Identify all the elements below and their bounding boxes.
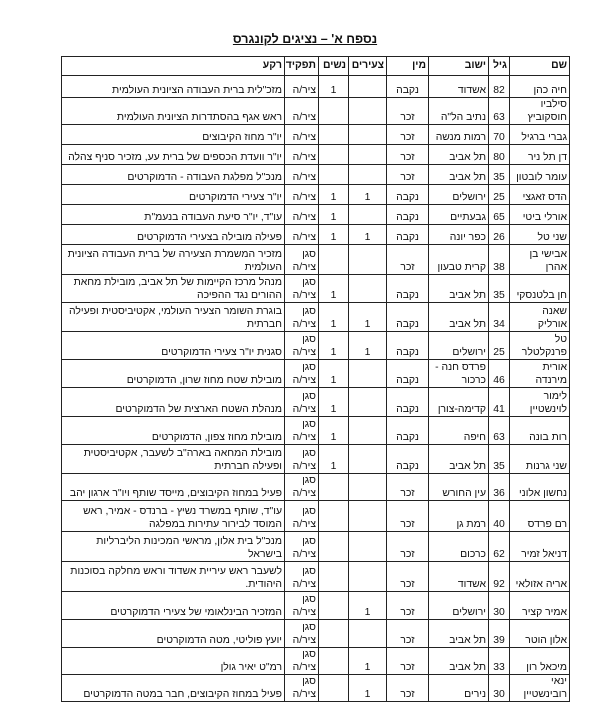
table-row xyxy=(62,76,570,98)
cell-role: סגן ציר/ה xyxy=(285,245,319,275)
cell-name: אורלי ביטי xyxy=(510,205,570,225)
cell-city: תל אביב xyxy=(429,165,489,185)
table-row xyxy=(62,592,570,620)
cell-gender: זכר xyxy=(387,125,429,145)
cell-name: שני גרנות xyxy=(510,445,570,474)
cell-city: חיפה xyxy=(429,417,489,445)
cell-age: 92 xyxy=(489,562,510,592)
cell-background: עו"ד, שותף במשרד נשיץ - ברנדס - אמיר, ראש המוסד לבירור עתירות במפלגה xyxy=(62,501,285,532)
cell-city: ירושלים xyxy=(429,185,489,205)
cell-background: עו"ד, יו"ר סיעת העבודה בנעמ"ת xyxy=(62,205,285,225)
cell-age: 25 xyxy=(489,332,510,360)
cell-women: 1 xyxy=(319,275,349,303)
cell-city: רמת גן xyxy=(429,501,489,532)
cell-role: סגן ציר/ה xyxy=(285,474,319,501)
cell-age: 38 xyxy=(489,245,510,275)
cell-background: יו"ר צעירי הדמוקרטים xyxy=(62,185,285,205)
cell-age: 30 xyxy=(489,592,510,620)
cell-youth xyxy=(349,417,387,445)
cell-gender: נקבה xyxy=(387,275,429,303)
cell-city: ירושלים xyxy=(429,332,489,360)
cell-youth xyxy=(349,145,387,165)
cell-gender: נקבה xyxy=(387,332,429,360)
cell-youth xyxy=(349,360,387,388)
cell-youth xyxy=(349,205,387,225)
cell-name: לימור לוינשטיין xyxy=(510,388,570,417)
cell-women: 1 xyxy=(319,388,349,417)
cell-women xyxy=(319,562,349,592)
cell-name: אריה אזולאי xyxy=(510,562,570,592)
table-row xyxy=(62,360,570,388)
cell-name: שני טל xyxy=(510,225,570,245)
cell-role: ציר/ה xyxy=(285,185,319,205)
cell-youth xyxy=(349,275,387,303)
cell-age: 63 xyxy=(489,417,510,445)
cell-role: סגן ציר/ה xyxy=(285,675,319,702)
cell-city: קדימה-צורן xyxy=(429,388,489,417)
header-role: תפקיד xyxy=(285,57,319,76)
cell-role: סגן ציר/ה xyxy=(285,532,319,562)
header-city: ישוב xyxy=(429,57,489,76)
table-row xyxy=(62,185,570,205)
cell-city: אשדוד xyxy=(429,562,489,592)
cell-name: נחשון אלוני xyxy=(510,474,570,501)
cell-background: סגנית יו"ר צעירי הדמוקרטים xyxy=(62,332,285,360)
cell-role: סגן ציר/ה xyxy=(285,303,319,332)
cell-gender: זכר xyxy=(387,592,429,620)
cell-name: טל פרנקלטלר xyxy=(510,332,570,360)
appendix-title: נספח א' – נציגים לקונגרס xyxy=(232,32,378,46)
table-row xyxy=(62,417,570,445)
cell-role: סגן ציר/ה xyxy=(285,275,319,303)
header-gender: מין xyxy=(387,57,429,76)
cell-gender: זכר xyxy=(387,98,429,125)
cell-gender: זכר xyxy=(387,648,429,675)
cell-background: מובילת המחאה בארה"ב לשעבר, אקטיביסטית ופעילה חברתית xyxy=(62,445,285,474)
representatives-sheet xyxy=(61,56,569,702)
cell-city: כרכום xyxy=(429,532,489,562)
table-row xyxy=(62,125,570,145)
cell-role: סגן ציר/ה xyxy=(285,417,319,445)
representatives-table xyxy=(61,56,570,702)
header-name: שם xyxy=(510,57,570,76)
cell-women: 1 xyxy=(319,360,349,388)
cell-city: תל אביב xyxy=(429,445,489,474)
cell-youth: 1 xyxy=(349,185,387,205)
cell-age: 26 xyxy=(489,225,510,245)
cell-role: ציר/ה xyxy=(285,165,319,185)
cell-age: 39 xyxy=(489,620,510,648)
cell-women: 1 xyxy=(319,445,349,474)
cell-role: ציר/ה xyxy=(285,225,319,245)
table-row xyxy=(62,145,570,165)
cell-gender: נקבה xyxy=(387,205,429,225)
cell-role: ציר/ה xyxy=(285,205,319,225)
cell-women xyxy=(319,145,349,165)
cell-gender: נקבה xyxy=(387,303,429,332)
cell-youth xyxy=(349,98,387,125)
table-row xyxy=(62,225,570,245)
cell-role: ציר/ה xyxy=(285,98,319,125)
cell-name: אמיר קציר xyxy=(510,592,570,620)
cell-role: ציר/ה xyxy=(285,76,319,98)
cell-city: כפר יונה xyxy=(429,225,489,245)
cell-background: רמ"ט יאיר גולן xyxy=(62,648,285,675)
cell-age: 46 xyxy=(489,360,510,388)
table-row xyxy=(62,275,570,303)
cell-gender: זכר xyxy=(387,675,429,702)
cell-city: פרדס חנה - כרכור xyxy=(429,360,489,388)
cell-gender: זכר xyxy=(387,145,429,165)
cell-women: 1 xyxy=(319,225,349,245)
cell-name: דן תל ניר xyxy=(510,145,570,165)
cell-role: ציר/ה xyxy=(285,125,319,145)
cell-background: מנכ"ל מפלגת העבודה - הדמוקרטים xyxy=(62,165,285,185)
cell-name: דניאל זמיר xyxy=(510,532,570,562)
cell-role: ציר/ה xyxy=(285,145,319,165)
cell-youth: 1 xyxy=(349,648,387,675)
cell-name: אלון הוטר xyxy=(510,620,570,648)
cell-background: המזכיר הבינלאומי של צעירי הדמוקרטים xyxy=(62,592,285,620)
cell-age: 62 xyxy=(489,532,510,562)
cell-background: פעילה מובילה בצעירי הדמוקרטים xyxy=(62,225,285,245)
cell-role: סגן ציר/ה xyxy=(285,648,319,675)
cell-age: 25 xyxy=(489,185,510,205)
cell-age: 80 xyxy=(489,145,510,165)
cell-women xyxy=(319,165,349,185)
cell-gender: נקבה xyxy=(387,225,429,245)
cell-age: 70 xyxy=(489,125,510,145)
cell-role: סגן ציר/ה xyxy=(285,562,319,592)
cell-age: 30 xyxy=(489,675,510,702)
cell-women xyxy=(319,620,349,648)
cell-women xyxy=(319,98,349,125)
cell-youth: 1 xyxy=(349,303,387,332)
cell-role: סגן ציר/ה xyxy=(285,360,319,388)
cell-youth xyxy=(349,532,387,562)
cell-youth xyxy=(349,125,387,145)
header-women: נשים xyxy=(319,57,349,76)
cell-city: תל אביב xyxy=(429,145,489,165)
cell-background: פעיל במחוז הקיבוצים, חבר במטה הדמוקרטים xyxy=(62,675,285,702)
cell-gender: זכר xyxy=(387,474,429,501)
cell-women: 1 xyxy=(319,185,349,205)
cell-youth xyxy=(349,474,387,501)
cell-background: יו"ר וועדת הכספים של ברית עע, מזכיר סניף צהלה xyxy=(62,145,285,165)
cell-role: סגן ציר/ה xyxy=(285,501,319,532)
cell-age: 40 xyxy=(489,501,510,532)
cell-gender: נקבה xyxy=(387,185,429,205)
cell-gender: זכר xyxy=(387,501,429,532)
cell-city: תל אביב xyxy=(429,620,489,648)
cell-gender: נקבה xyxy=(387,360,429,388)
table-row xyxy=(62,332,570,360)
cell-women xyxy=(319,474,349,501)
cell-youth: 1 xyxy=(349,592,387,620)
table-row xyxy=(62,562,570,592)
cell-youth xyxy=(349,501,387,532)
table-row xyxy=(62,98,570,125)
cell-age: 35 xyxy=(489,445,510,474)
cell-youth: 1 xyxy=(349,675,387,702)
cell-women xyxy=(319,501,349,532)
cell-gender: נקבה xyxy=(387,388,429,417)
cell-background: פעיל במחוז הקיבוצים, מייסד שותף ויו"ר ארגון יהב xyxy=(62,474,285,501)
header-age: גיל xyxy=(489,57,510,76)
cell-background: מנהלת השטח הארצית של הדמוקרטים xyxy=(62,388,285,417)
cell-age: 33 xyxy=(489,648,510,675)
cell-background: לשעבר ראש עיריית אשדוד וראש מחלקה בסוכנות היהודית. xyxy=(62,562,285,592)
table-row xyxy=(62,620,570,648)
cell-age: 35 xyxy=(489,275,510,303)
cell-women xyxy=(319,245,349,275)
cell-background: מנהל מרכז הקיימות של תל אביב, מובילת מחאת ההורים נגד ההפיכה xyxy=(62,275,285,303)
cell-city: תל אביב xyxy=(429,648,489,675)
table-row xyxy=(62,501,570,532)
cell-role: סגן ציר/ה xyxy=(285,332,319,360)
cell-name: גברי ברגיל xyxy=(510,125,570,145)
cell-youth xyxy=(349,445,387,474)
cell-name: עומר לובטון xyxy=(510,165,570,185)
cell-city: רמות מנשה xyxy=(429,125,489,145)
header-youth: צעירים xyxy=(349,57,387,76)
cell-women xyxy=(319,648,349,675)
table-row xyxy=(62,165,570,185)
cell-youth: 1 xyxy=(349,225,387,245)
table-row xyxy=(62,648,570,675)
cell-women xyxy=(319,125,349,145)
cell-gender: זכר xyxy=(387,165,429,185)
cell-background: יו"ר מחוז הקיבוצים xyxy=(62,125,285,145)
cell-youth xyxy=(349,388,387,417)
table-row xyxy=(62,205,570,225)
cell-city: נירים xyxy=(429,675,489,702)
cell-age: 34 xyxy=(489,303,510,332)
cell-gender: נקבה xyxy=(387,445,429,474)
cell-role: סגן ציר/ה xyxy=(285,592,319,620)
header-row xyxy=(62,57,570,76)
cell-gender: זכר xyxy=(387,562,429,592)
cell-city: תל אביב xyxy=(429,275,489,303)
cell-city: תל אביב xyxy=(429,303,489,332)
cell-name: חיה כהן xyxy=(510,76,570,98)
table-row xyxy=(62,445,570,474)
cell-background: מובילת שטח מחוז שרון, הדמוקרטים xyxy=(62,360,285,388)
cell-women: 1 xyxy=(319,76,349,98)
cell-age: 36 xyxy=(489,474,510,501)
cell-age: 82 xyxy=(489,76,510,98)
cell-youth xyxy=(349,165,387,185)
cell-role: סגן ציר/ה xyxy=(285,445,319,474)
cell-gender: זכר xyxy=(387,620,429,648)
cell-name: רם פרדס xyxy=(510,501,570,532)
table-row xyxy=(62,675,570,702)
cell-city: עין החורש xyxy=(429,474,489,501)
cell-age: 65 xyxy=(489,205,510,225)
cell-name: מיכאל רון xyxy=(510,648,570,675)
table-row xyxy=(62,388,570,417)
cell-city: אשדוד xyxy=(429,76,489,98)
cell-name: הדס זאגצי xyxy=(510,185,570,205)
table-row xyxy=(62,303,570,332)
cell-background: מזכיר המשמרת הצעירה של ברית העבודה הציונית העולמית xyxy=(62,245,285,275)
cell-gender: זכר xyxy=(387,532,429,562)
cell-name: סילביו חוסקוביץ xyxy=(510,98,570,125)
cell-women: 1 xyxy=(319,205,349,225)
cell-youth xyxy=(349,562,387,592)
cell-background: מנכ"ל בית אלון, מראשי המכינות הליברליות בישראל xyxy=(62,532,285,562)
table-row xyxy=(62,532,570,562)
cell-background: מובילת מחוז צפון, הדמוקרטים xyxy=(62,417,285,445)
cell-background: יועץ פוליטי, מטה הדמוקרטים xyxy=(62,620,285,648)
cell-women xyxy=(319,675,349,702)
cell-women: 1 xyxy=(319,417,349,445)
cell-city: נתיב הל"ה xyxy=(429,98,489,125)
cell-women: 1 xyxy=(319,332,349,360)
cell-role: סגן ציר/ה xyxy=(285,620,319,648)
cell-background: ראש אגף בהסתדרות הציונית העולמית xyxy=(62,98,285,125)
cell-women: 1 xyxy=(319,303,349,332)
cell-background: בוגרת השומר הצעיר העולמי, אקטיביסטית ופעילה חברתית xyxy=(62,303,285,332)
cell-youth: 1 xyxy=(349,332,387,360)
table-row xyxy=(62,474,570,501)
cell-name: ינאי רובינשטיין xyxy=(510,675,570,702)
header-background: רקע xyxy=(62,57,285,76)
cell-youth xyxy=(349,620,387,648)
cell-gender: נקבה xyxy=(387,76,429,98)
cell-name: חן בלטנסקי xyxy=(510,275,570,303)
cell-role: סגן ציר/ה xyxy=(285,388,319,417)
cell-women xyxy=(319,532,349,562)
cell-gender: נקבה xyxy=(387,417,429,445)
cell-city: ירושלים xyxy=(429,592,489,620)
cell-city: קרית טבעון xyxy=(429,245,489,275)
cell-name: רות בונה xyxy=(510,417,570,445)
cell-age: 35 xyxy=(489,165,510,185)
cell-name: שאנה אורליק xyxy=(510,303,570,332)
cell-background: מזכ"לית ברית העבודה הציונית העולמית xyxy=(62,76,285,98)
cell-gender: זכר xyxy=(387,245,429,275)
cell-name: אורית מירנדה xyxy=(510,360,570,388)
cell-name: אבישי בן אהרן xyxy=(510,245,570,275)
cell-youth xyxy=(349,245,387,275)
table-row xyxy=(62,245,570,275)
cell-women xyxy=(319,592,349,620)
cell-age: 63 xyxy=(489,98,510,125)
cell-city: גבעתיים xyxy=(429,205,489,225)
cell-age: 41 xyxy=(489,388,510,417)
cell-youth xyxy=(349,76,387,98)
